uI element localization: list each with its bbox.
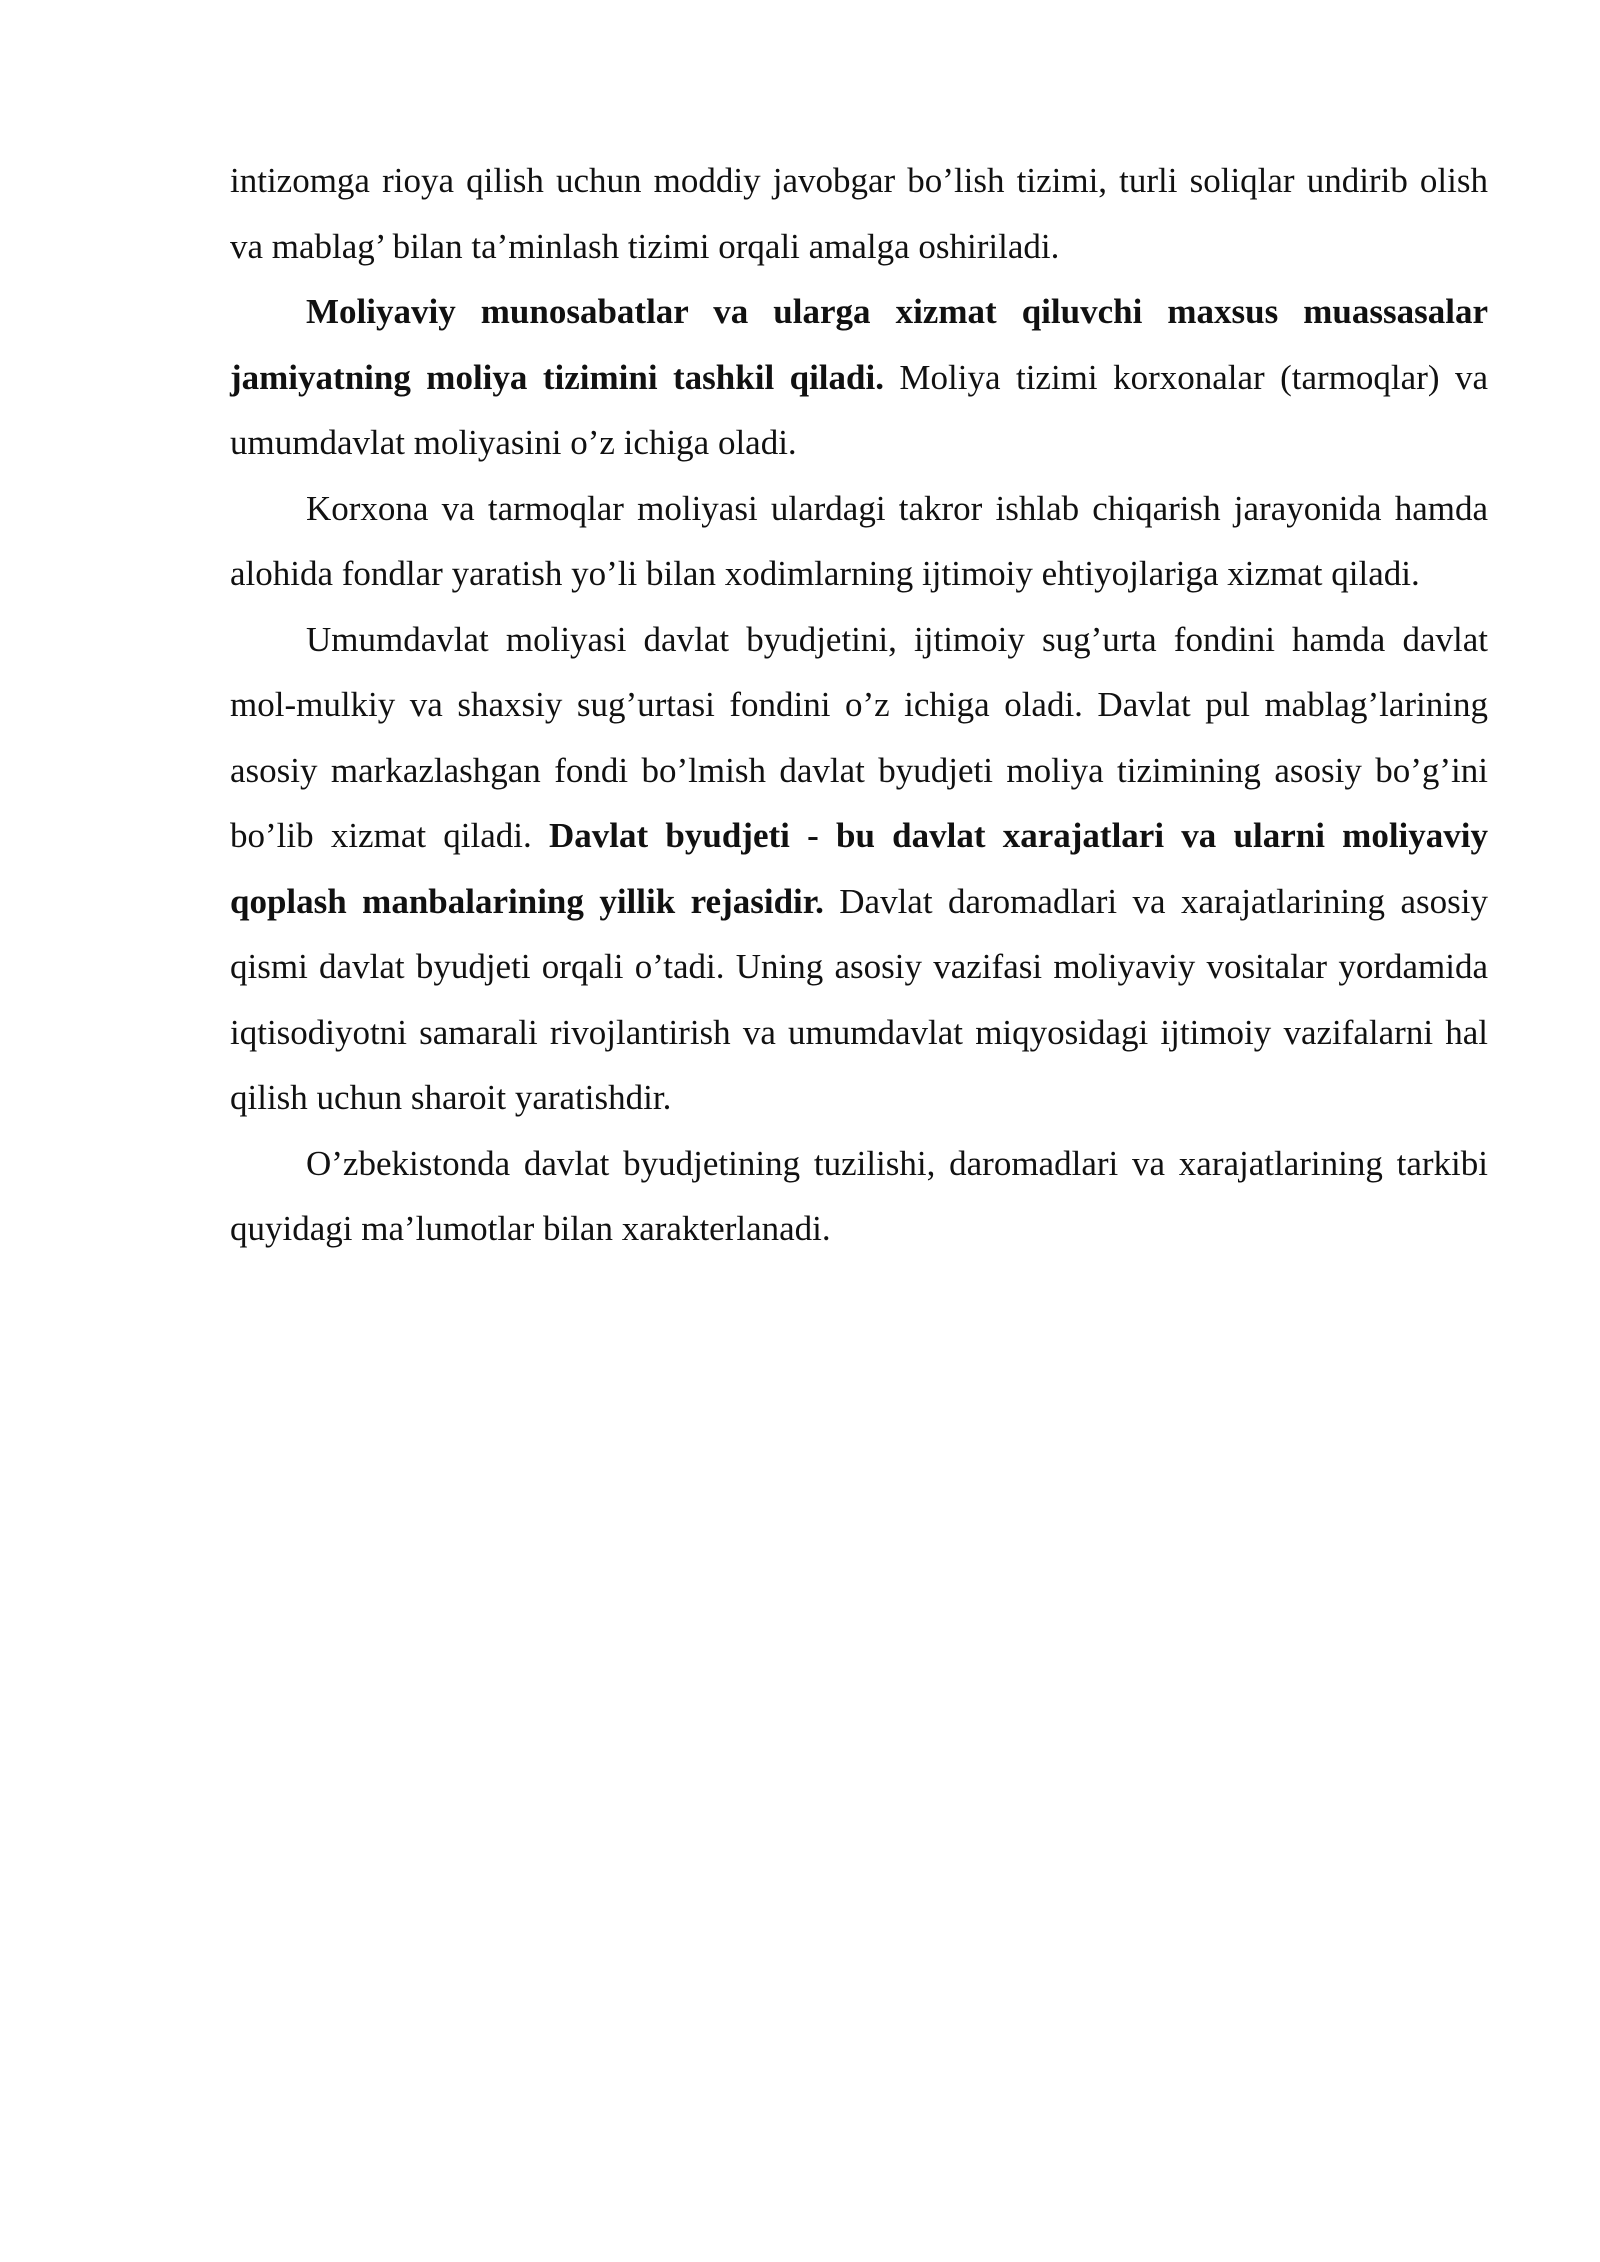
document-body [230, 148, 1488, 1262]
paragraph-text: intizomga rioya qilish uchun moddiy javobgar bo’lish tizimi, turli soliqlar undirib olish va mablag’ bilan ta’minlash tizimi orqali amalga oshiriladi. [230, 161, 1488, 266]
paragraph-text: Davlat daromadlari va xarajatlarining asosiy qismi davlat byudjeti orqali o’tadi. Uning asosiy vazifasi moliyaviy vositalar yordamida iqtisodiyotni samarali rivojlantirish va umumdavlat miqyosidagi ijtimoiy vazifalarni hal qilish uchun sharoit yaratishdir. [230, 881, 1488, 1117]
paragraph-text: Korxona va tarmoqlar moliyasi ulardagi takror ishlab chiqarish jarayonida hamda alohida fondlar yaratish yo’li bilan xodimlarning ijtimoiy ehtiyojlariga xizmat qiladi. [230, 488, 1488, 593]
paragraph-text: O’zbekistonda davlat byudjetining tuzilishi, daromadlari va xarajatlarining tarkibi quyidagi ma’lumotlar bilan xarakterlanadi. [230, 1143, 1488, 1248]
bold-definition-state-budget: Davlat byudjeti - bu davlat xarajatlari va ularni moliyaviy qoplash manbalarining yillik rejasidir. [230, 816, 1488, 921]
paragraph-text: Moliya tizimi korxonalar (tarmoqlar) va umumdavlat moliyasini o’z ichiga oladi. [230, 357, 1488, 462]
paragraph-state-finance [230, 607, 1488, 1131]
paragraph-uzbekistan-budget [230, 1131, 1488, 1262]
paragraph-continuation [230, 148, 1488, 279]
paragraph-financial-system [230, 279, 1488, 476]
paragraph-enterprise-finance [230, 476, 1488, 607]
paragraph-text: Umumdavlat moliyasi davlat byudjetini, ijtimoiy sug’urta fondini hamda davlat mol-mulkiy va shaxsiy sug’urtasi fondini o’z ichiga oladi. Davlat pul mablag’larining asosiy markazlashgan fondi bo’lmish davlat byudjeti moliya tizimining asosiy bo’g’ini bo’lib xizmat qiladi. [230, 619, 1488, 855]
bold-definition-financial-system: Moliyaviy munosabatlar va ularga xizmat qiluvchi maxsus muassasalar jamiyatning moliya tizimini tashkil qiladi. [230, 292, 1488, 397]
